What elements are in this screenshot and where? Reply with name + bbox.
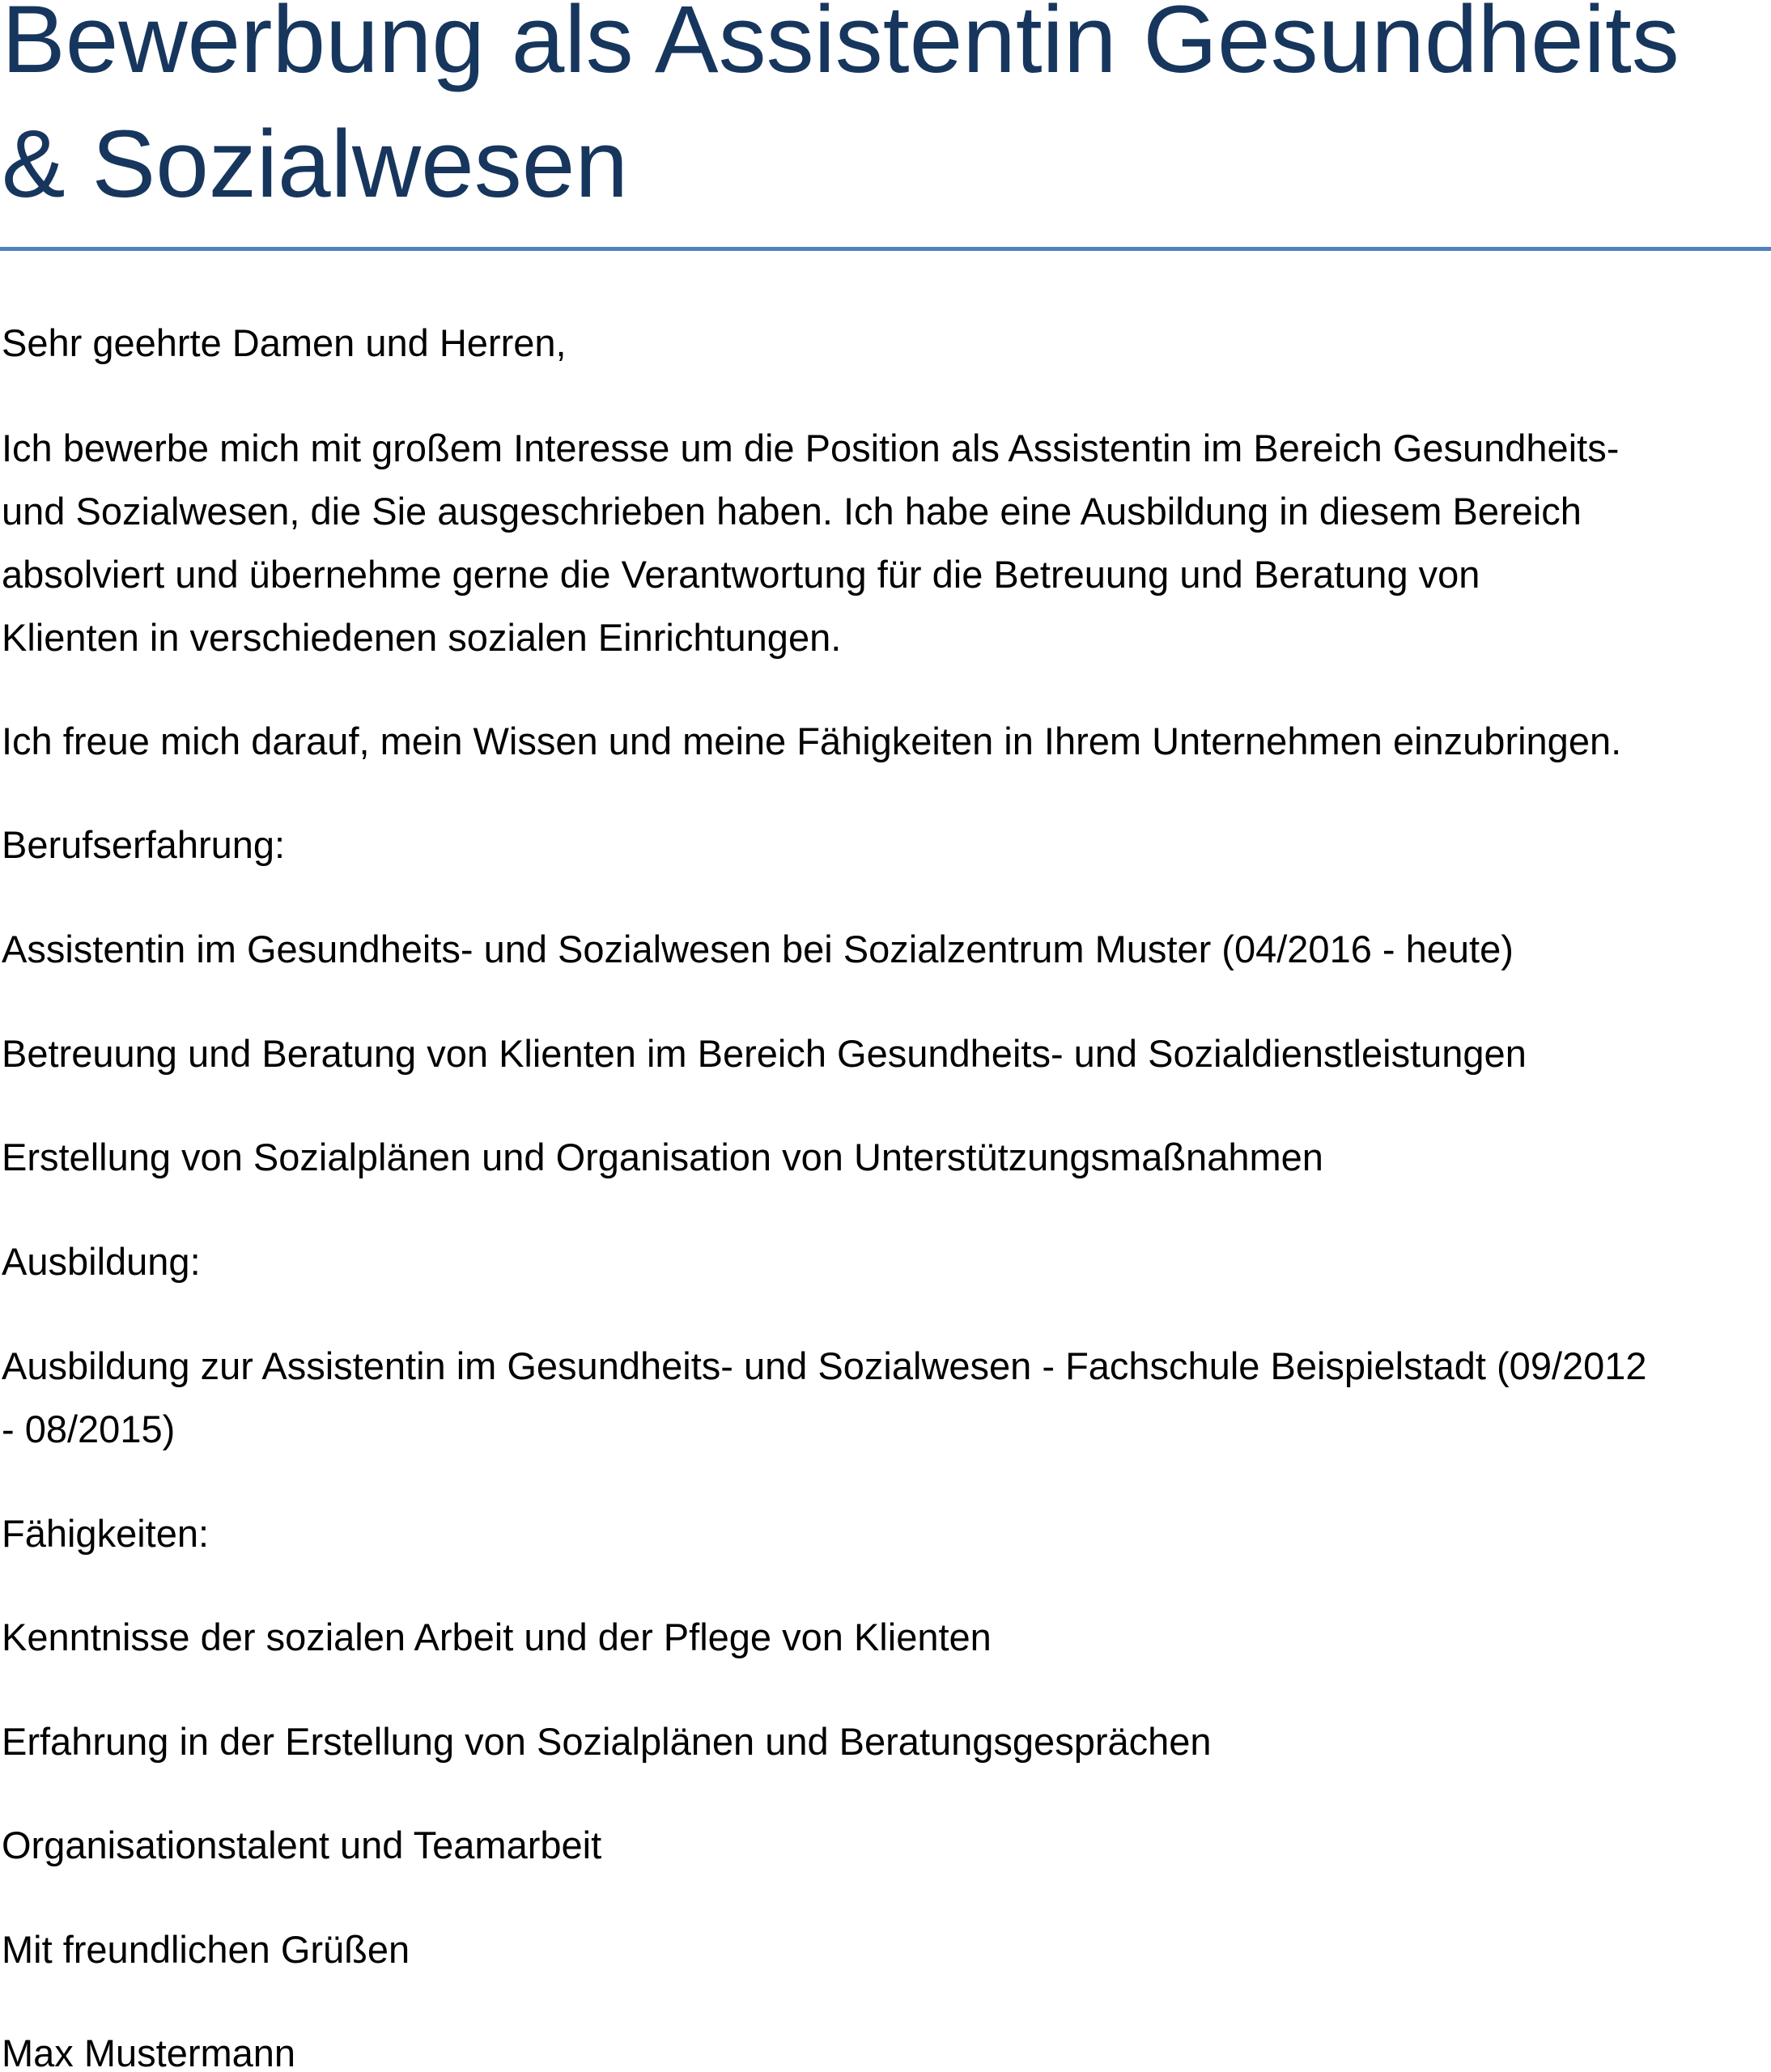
education-line-1: Ausbildung zur Assistentin im Gesundheits- und Sozialwesen - Fachschule Beispielstadt (09/2012 xyxy=(2,1344,1647,1387)
education-heading: Ausbildung: xyxy=(2,1240,201,1283)
skills-heading: Fähigkeiten: xyxy=(2,1512,210,1555)
skills-item: Erfahrung in der Erstellung von Sozialplänen und Beratungsgesprächen xyxy=(2,1720,1212,1763)
skills-item: Organisationstalent und Teamarbeit xyxy=(2,1824,602,1866)
closing-text: Mit freundlichen Grüßen xyxy=(2,1928,410,1971)
signature-name: Max Mustermann xyxy=(2,2032,296,2072)
education-line-2: - 08/2015) xyxy=(2,1408,176,1450)
intro-line-4: Klienten in verschiedenen sozialen Einrichtungen. xyxy=(2,616,842,659)
experience-item: Assistentin im Gesundheits- und Sozialwesen bei Sozialzentrum Muster (04/2016 - heute) xyxy=(2,928,1514,970)
intro-line-3: absolviert und übernehme gerne die Verantwortung für die Betreuung und Beratung von xyxy=(2,553,1480,596)
intro-line-1: Ich bewerbe mich mit großem Interesse um die Position als Assistentin im Bereich Gesundheits- xyxy=(2,427,1620,469)
experience-heading: Berufserfahrung: xyxy=(2,823,286,866)
document-title: Bewerbung als Assistentin Gesundheits & Sozialwesen xyxy=(2,0,1680,218)
motivation-text: Ich freue mich darauf, mein Wissen und meine Fähigkeiten in Ihrem Unternehmen einzubringen. xyxy=(2,720,1622,762)
skills-item: Kenntnisse der sozialen Arbeit und der Pflege von Klienten xyxy=(2,1616,992,1658)
salutation: Sehr geehrte Damen und Herren, xyxy=(2,321,567,364)
experience-item: Erstellung von Sozialplänen und Organisation von Unterstützungsmaßnahmen xyxy=(2,1136,1323,1178)
title-divider xyxy=(0,247,1771,251)
intro-line-2: und Sozialwesen, die Sie ausgeschrieben haben. Ich habe eine Ausbildung in diesem Bereich xyxy=(2,490,1582,533)
experience-item: Betreuung und Beratung von Klienten im Bereich Gesundheits- und Sozialdienstleistungen xyxy=(2,1032,1527,1075)
